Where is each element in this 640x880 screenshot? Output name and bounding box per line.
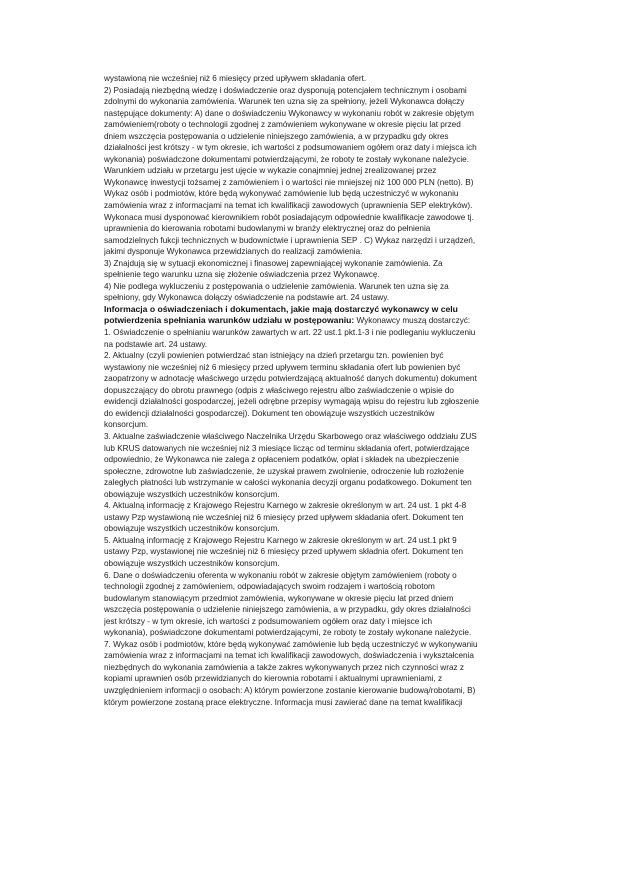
line-text: dniem wszczęcia postępowania o udzielenie niniejszego zamówienia, a w przypadku gdy okres — [104, 131, 449, 141]
text-line — [104, 593, 544, 605]
line-text: 6. Dane o doświadczeniu oferenta w wykonaniu robót w zakresie objętym zamówieniem (roboty o — [104, 570, 457, 580]
text-line — [104, 108, 544, 120]
line-text: spełnienie tego warunku uzna się złożenie oświadczenia przez Wykonawcę. — [104, 270, 380, 280]
line-text: 3) Znajdują się w sytuacji ekonomicznej i finasowej zapewniającej wykonanie zamówienia. Za — [104, 258, 443, 268]
line-text: wystawioną nie wcześniej niż 6 miesięcy przed upływem składania ofert. — [104, 74, 367, 83]
text-line — [104, 431, 544, 443]
line-text: uprawnienia do kierowania robotami budowlanymi w branży elektrycznej oraz do pełnienia — [104, 224, 431, 234]
line-text: następujące dokumenty: A) dane o doświadczeniu Wykonawcy w wykonaniu robót w zakresie objętym — [104, 108, 474, 118]
line-text: 3. Aktualne zaświadczenie właściwego Naczelnika Urzędu Skarbowego oraz właściwego oddziału ZUS — [104, 431, 477, 441]
text-line — [104, 489, 544, 501]
line-text: jakimi dysponuje Wykonawca przewidzianych do realizacji zamówienia. — [104, 247, 363, 257]
line-text: 2. Aktualny (czyli powienien potwierdzać stan istniejący na dzień przetargu tzn. powienien być — [104, 351, 444, 361]
text-line — [104, 339, 544, 351]
text-line — [104, 327, 544, 339]
line-text: wszczęcia postępowania o udzielenie niniejszego zamówienia, a w przypadku, gdy okres działalności — [104, 605, 471, 615]
text-line — [104, 408, 544, 420]
text-line — [104, 142, 544, 154]
line-text: kopiami uprawnień osób przewidzianych do kierownia robotami i aktualnymi uprawnieniami, z — [104, 674, 443, 684]
text-line — [104, 454, 544, 466]
text-line — [104, 154, 544, 166]
text-line — [104, 443, 544, 455]
line-text: 7. Wykaz osób i podmiotów, które będą wykonywać zamówienie lub będą uczestniczyć w wykonywaniu — [104, 639, 478, 649]
line-text: ewidencji działalności gospodarczej, jeżeli odrębne przepisy wymagają wpisu do rejestru lub zgłoszenie — [104, 397, 480, 407]
line-text: 5. Aktualną informację z Krajowego Rejestru Karnego w zakresie określonym w art. 24 ust.1 pkt 9 — [104, 535, 457, 545]
text-line — [104, 315, 544, 327]
line-text: zdolnymi do wykonania zamówienia. Warunek ten uzna się za spełniony, jeżeli Wykonawca dołączy — [104, 97, 465, 107]
line-text: zamówienia wraz z informacjami na temat ich kwalifikacji zawodowych (uprawnienia SEP elektryków). — [104, 201, 473, 211]
line-text: obowiązuje wszystkich uczestników konsorcjum. — [104, 489, 280, 499]
text-line — [104, 546, 544, 558]
line-text: 1. Oświadczenie o spełnianiu warunków zawartych w art. 22 ust.1 pkt.1-3 i nie podleganiu wykluczeniu — [104, 328, 476, 338]
line-text: 2) Posiadają niezbędną wiedzę i doświadczenie oraz dysponują potencjałem technicznym i osobami — [104, 85, 467, 95]
text-line — [104, 212, 544, 224]
text-line — [104, 570, 544, 582]
line-text: zamówieniem(roboty o technologii zgodnej z zamówieniem wykonywane w okresie pięciu lat przed — [104, 120, 461, 130]
text-line — [104, 223, 544, 235]
line-text: spełniony, gdy Wykonawca dołączy oświadczenie na podstawie art. 24 ustawy. — [104, 293, 389, 303]
line-text: społeczne, zdrowotne lub zaświadczenie, że uzyskał prawem zwolnienie, odroczenie lub rozłożenie — [104, 466, 464, 476]
line-text: wykonania) poświadczone dokumentami potwierdzającymi, że roboty te zostały wykonane należycie. — [104, 154, 469, 164]
line-text: 4. Aktualną informację z Krajowego Rejestru Karnego w zakresie określonym w art. 24 ust. 1 pkt 4-8 — [104, 501, 467, 511]
line-text: Wykonawcy muszą dostarczyć: — [354, 316, 471, 326]
line-text: Wykonawcę inwestycji tożsamej z zamówieniem i o wartości nie mniejszej niż 100 000 PLN (netto). B) — [104, 177, 474, 187]
text-line — [104, 419, 544, 431]
text-line — [104, 673, 544, 685]
text-line — [104, 466, 544, 478]
line-text: działalności jest krótszy - w tym okresie, ich wartości z podsumowaniem ogółem oraz daty i miejsca ich — [104, 143, 477, 153]
line-text: Warunkiem udziału w przetargu jest ujęcie w wykazie conajmniej jednej zrealizowanej przez — [104, 166, 437, 176]
text-line — [104, 85, 544, 97]
text-line — [104, 581, 544, 593]
line-text: Wykaz osób i podmiotów, które będą wykonywać zamówienie lub będą uczestniczyć w wykonaniu — [104, 189, 459, 199]
text-line — [104, 350, 544, 362]
line-text: samodzielnych fukcji technicznych w budownictwie i uprawnienia SEP . C) Wykaz narzędzi i urządzeń, — [104, 235, 476, 245]
text-line — [104, 558, 544, 570]
text-line — [104, 177, 544, 189]
line-text: zaopatrzony w adnotację właściwego urzędu potwierdzającą aktualność danych dokumentu) dokument — [104, 374, 477, 384]
line-text: niezbędnych do wykonania zamówienia a także zakres wykonywanych przez nich czynności wraz z — [104, 662, 464, 672]
text-line — [104, 604, 544, 616]
text-line — [104, 269, 544, 281]
text-line — [104, 235, 544, 247]
text-line — [104, 73, 544, 85]
line-text: dopuszczający do obrotu prawnego (odpis z właściwego rejestru albo zaświadczenie o wpisie do — [104, 385, 454, 395]
text-line — [104, 662, 544, 674]
text-line — [104, 96, 544, 108]
text-line — [104, 385, 544, 397]
line-text: uwzględnieniem informacji o osobach: A) którym powierzone zostanie kierowanie budową/robotami, B) — [104, 685, 476, 695]
text-line — [104, 500, 544, 512]
line-text: budowlanym stanowiącym przedmiot zamówienia, wykonywane w okresie pięciu lat przed dniem — [104, 593, 454, 603]
line-text: zaległych płatności lub wstrzymanie w całości wykonania decyzji organu podatkowego. Dokument ten — [104, 478, 472, 488]
text-line — [104, 650, 544, 662]
line-text: jest krótszy - w tym okresie, ich wartości z podsumowaniem ogółem oraz daty i miejsce ich — [104, 616, 433, 626]
bold-heading-text: Informacja o oświadczeniach i dokumentach, jakie mają dostarczyć wykonawcy w celu — [104, 303, 458, 314]
text-line — [104, 165, 544, 177]
line-text: obowiązuje wszystkich uczestników konsorcjum. — [104, 524, 280, 534]
text-line — [104, 627, 544, 639]
text-line — [104, 697, 544, 709]
line-text: technologii zgodnej z zamówieniem, odpowiadających swoim rodzajem i wartością robotom — [104, 582, 435, 592]
text-line — [104, 685, 544, 697]
text-line — [104, 188, 544, 200]
text-line — [104, 292, 544, 304]
text-line — [104, 477, 544, 489]
line-text: konsorcjum. — [104, 420, 149, 430]
line-text: ustawy Pzp wystawioną nie wcześniej niż 6 miesięcy przed upływem składania ofert. Dokument ten — [104, 512, 464, 522]
line-text: na podstawie art. 24 ustawy. — [104, 339, 208, 349]
line-text: do ewidencji działalności gospodarczej). Dokument ten obowiązuje wszystkich uczestników — [104, 408, 435, 418]
text-line — [104, 304, 544, 316]
line-text: wystawiony nie wcześniej niż 6 miesięcy przed upływem terminu składania ofert lub powienien być — [104, 362, 461, 372]
line-text: odpowiednio, że Wykonawca nie zalega z opłaceniem podatków, opłat i składek na ubezpieczenie — [104, 455, 459, 465]
line-text: obowiązuje wszystkich uczestników konsorcjum. — [104, 558, 280, 568]
text-line — [104, 523, 544, 535]
line-text: Wykonaca musi dysponować kierownikiem robót posiadającym odpowiednie kwalifikacje zawodowe tj. — [104, 212, 474, 222]
line-text: zamówienia wraz z informacjami na temat ich kwalifikacji zawodowych, doświadczenia i wykształcenia — [104, 651, 474, 661]
line-text: 4) Nie podlega wykluczeniu z postępowania o udzielenie zamówienia. Warunek ten uzna się za — [104, 281, 449, 291]
text-line — [104, 512, 544, 524]
text-line — [104, 200, 544, 212]
text-line — [104, 119, 544, 131]
line-text: którym powierzone zostaną prace elektryczne. Informacja musi zawierać dane na temat kwalifikacji — [104, 697, 463, 707]
text-line — [104, 396, 544, 408]
text-line — [104, 373, 544, 385]
text-line — [104, 639, 544, 651]
text-line — [104, 131, 544, 143]
line-text: wykonania), poświadczone dokumentami potwierdzającymi, że roboty te zostały wykonane należycie. — [104, 628, 472, 638]
text-line — [104, 362, 544, 374]
bold-heading-text: potwierdzenia spełniania warunków udziału w postępowaniu: — [104, 315, 355, 326]
text-line — [104, 281, 544, 293]
text-line — [104, 246, 544, 258]
document-body — [104, 73, 544, 708]
text-line — [104, 258, 544, 270]
text-line — [104, 616, 544, 628]
line-text: ustawy Pzp, wystawionej nie wcześniej niż 6 miesięcy przed upływem składnia ofert. Dokument ten — [104, 547, 464, 557]
line-text: lub KRUS datowanych nie wcześniej niż 3 miesiące licząc od terminu składania ofert, potwierdzające — [104, 443, 470, 453]
text-line — [104, 535, 544, 547]
